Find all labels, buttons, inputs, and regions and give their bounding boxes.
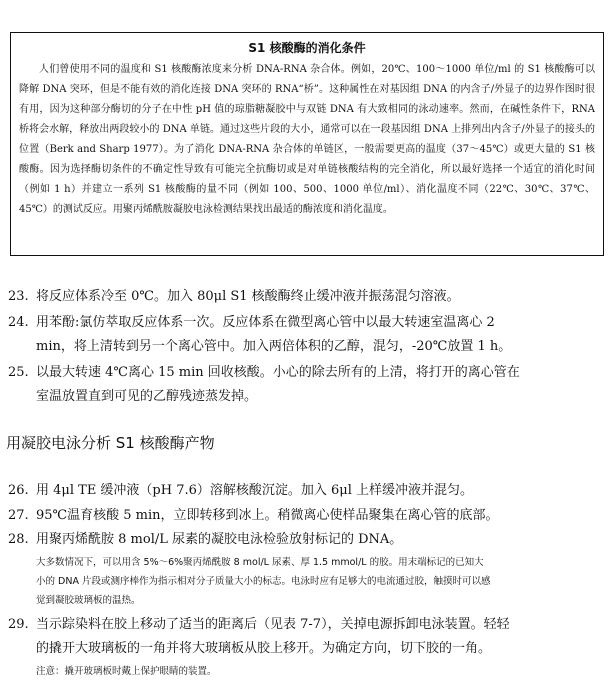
step-24-continuation: min，将上清转到另一个离心管中。加入两倍体积的乙醇，混匀，-20℃放置 1 h。 (36, 339, 512, 354)
step-23 (8, 286, 608, 308)
info-box-title: S1 核酸酶的消化条件 (248, 41, 366, 55)
step-text: 用苯酚:氯仿萃取反应体系一次。反应体系在微型离心管中以最大转速室温离心 2 (36, 315, 495, 330)
note-line: 觉到凝胶玻璃板的温热。 (36, 595, 141, 606)
info-box-body: 人们曾使用不同的温度和 S1 核酸酶浓度来分析 DNA-RNA 杂合体。例如，20℃、100～1000 单位/ml 的 S1 核酸酶可以降解 DNA 突环，但是不能有效的消化连接 DNA 突环的 RNA“桥”。这种属性在对基因组 DNA 的内含子/外显子的边界作图时很有用，因为这种部分酶切的分子在中性 pH 值的琼脂糖凝胶中与双链 DNA 有大致相同的泳动速率。然而，在碱性条件下，RNA 桥将会水解，释放出两段较小的 DNA 单链。通过这些片段的大小，通常可以在一段基因组 DNA 上排列出内含子/外显子的接头的位置（Berk and Sharp 1977）。为了消化 DNA-RNA 杂合体的单链区，一般需要更高的温度（37～45℃）或更大量的 S1 核酸酶。因为选择酶切条件的不确定性导致有可能完全抗酶切或是对单链核酸结构的完全消化，所以最好选择一个适宜的消化时间（例如 1 h）并建立一系列 S1 核酸酶的量不同（例如 100、500、1000 单位/ml）、消化温度不同（22℃、30℃、37℃、45℃）的测试反应。用聚丙烯酰胺凝胶电泳检测结果找出最适的酶浓度和消化温度。 (19, 64, 595, 215)
step-24 (8, 312, 608, 334)
step-29-continuation: 的撬开大玻璃板的一角并将大玻璃板从胶上移开。为确定方向，切下胶的一角。 (36, 641, 492, 656)
step-29 (8, 614, 608, 636)
step-26 (8, 480, 608, 502)
info-box (10, 32, 604, 256)
step-number: 28. (8, 532, 29, 547)
step-28 (8, 529, 608, 551)
step-text: 用聚丙烯酰胺 8 mol/L 尿素的凝胶电泳检验放射标记的 DNA。 (36, 532, 403, 547)
step-text: 当示踪染料在胶上移动了适当的距离后（见表 7-7），关掉电源拆卸电泳装置。轻轻 (36, 617, 510, 632)
step-number: 25. (8, 365, 29, 380)
step-27 (8, 505, 608, 527)
step-25-continuation: 室温放置直到可见的乙醇残迹蒸发掉。 (36, 389, 258, 404)
step-number: 23. (8, 289, 29, 304)
step-25 (8, 362, 608, 384)
note-line: 小的 DNA 片段或测序棒作为指示相对分子质量大小的标志。电泳时应有足够大的电流通过胶，触摸时可以感 (36, 576, 491, 587)
step-number: 26. (8, 483, 29, 498)
note-line: 大多数情况下，可以用含 5%～6%聚丙烯酰胺 8 mol/L 尿素、厚 1.5 mmol/L 的胶。用末端标记的已知大 (36, 557, 484, 568)
step-text: 将反应体系冷至 0℃。加入 80μl S1 核酸酶终止缓冲液并振荡混匀溶液。 (36, 289, 460, 304)
step-number: 29. (8, 617, 29, 632)
section-heading: 用凝胶电泳分析 S1 核酸酶产物 (6, 434, 215, 452)
step-number: 27. (8, 508, 29, 523)
step-text: 用 4μl TE 缓冲液（pH 7.6）溶解核酸沉淀。加入 6μl 上样缓冲液并混匀。 (36, 483, 474, 498)
step-28-note (36, 553, 608, 610)
step-29-note: 注意：撬开玻璃板时戴上保护眼睛的装置。 (36, 666, 217, 677)
step-text: 95℃温育核酸 5 min，立即转移到冰上。稍微离心使样品聚集在离心管的底部。 (36, 508, 499, 523)
step-number: 24. (8, 315, 29, 330)
step-text: 以最大转速 4℃离心 15 min 回收核酸。小心的除去所有的上清，将打开的离心管在 (36, 365, 520, 380)
